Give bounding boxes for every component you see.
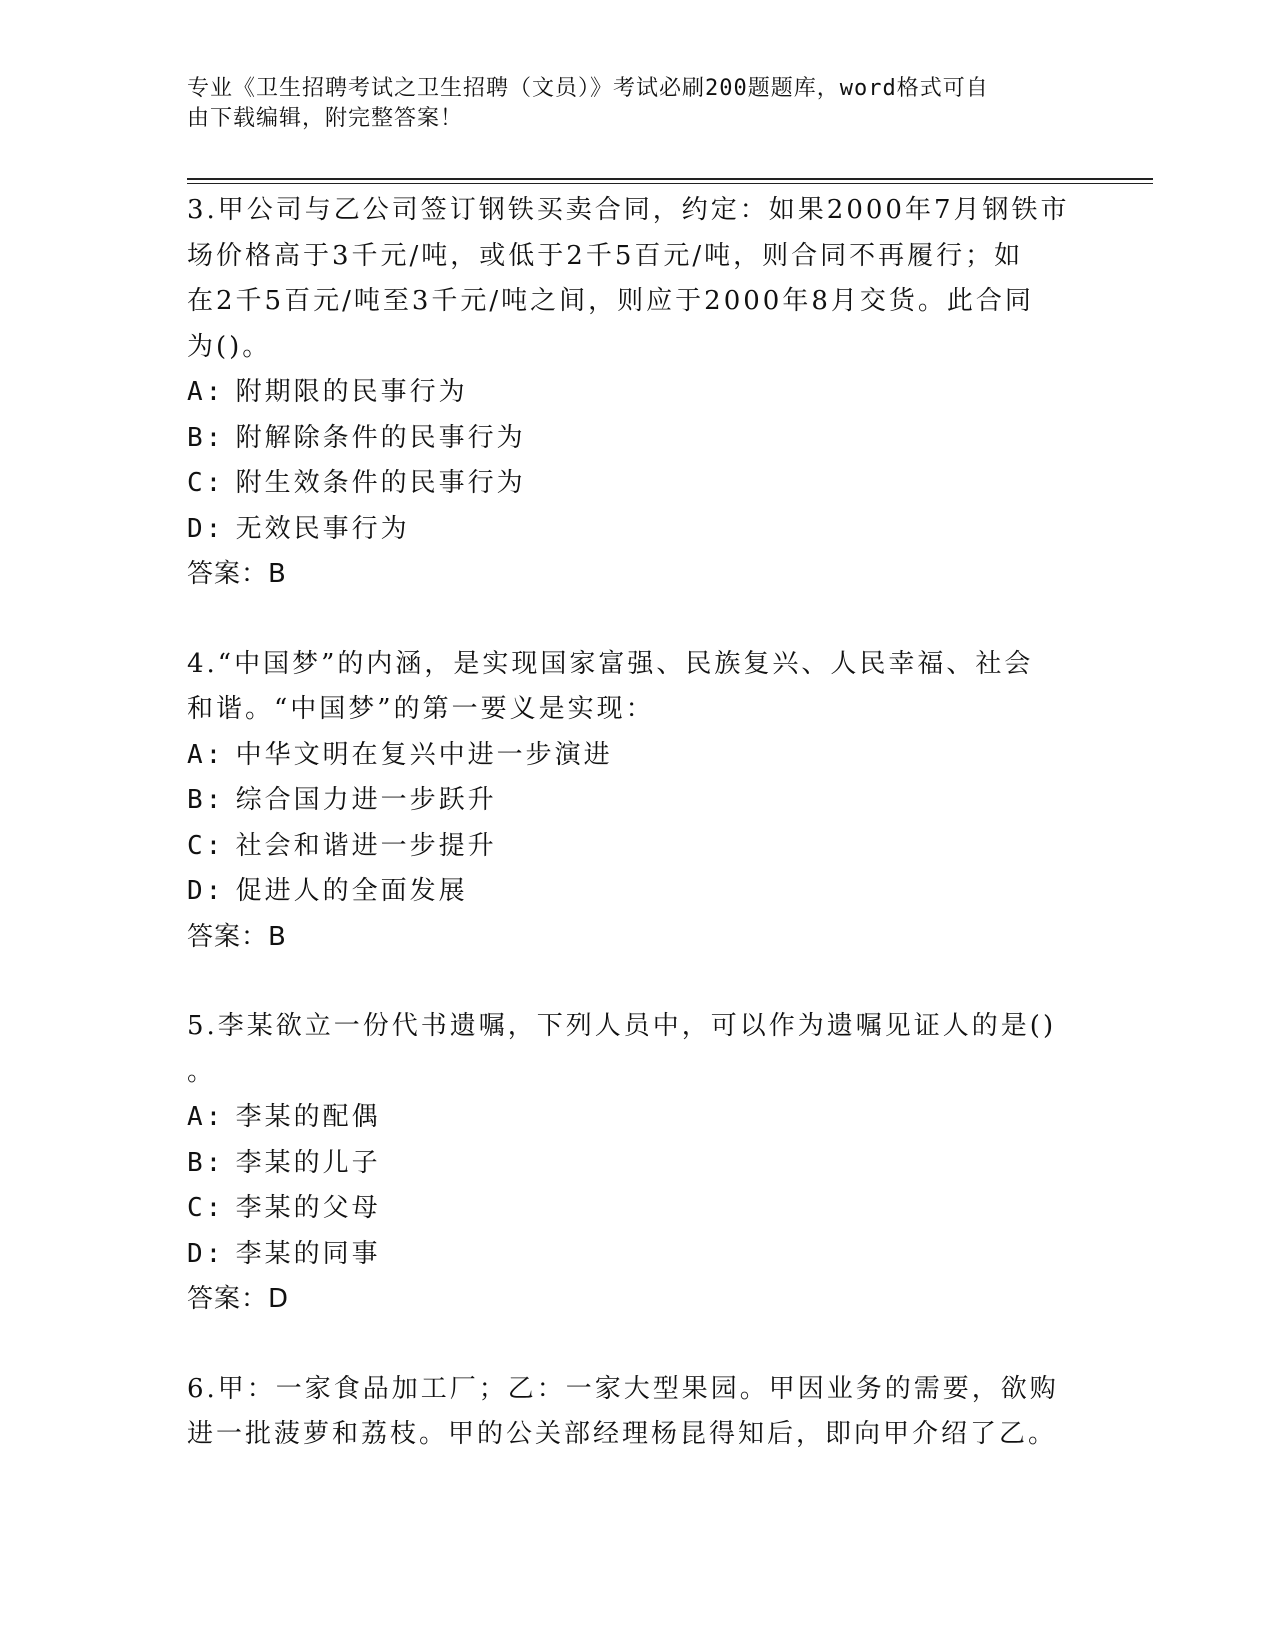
option-text: 附解除条件的民事行为 [235, 422, 526, 453]
question-stem-line: 和谐。“中国梦”的第一要义是实现： [187, 694, 655, 724]
option-key: D: [187, 876, 225, 906]
header-line-1: 专业《卫生招聘考试之卫生招聘（文员）》考试必刷200题题库，word格式可自 [187, 76, 989, 101]
answer-line: 答案：B [187, 559, 287, 589]
option-text: 附生效条件的民事行为 [235, 468, 526, 498]
answer-line: 答案：D [187, 1284, 290, 1314]
option-key: B: [187, 1147, 225, 1178]
option-key: B: [187, 785, 225, 815]
answer-line: 答案：B [187, 921, 287, 952]
option-text: 李某的儿子 [235, 1147, 381, 1178]
option-key: C: [187, 468, 225, 498]
question-stem-line: 场价格高于3千元/吨，或低于2千5百元/吨，则合同不再履行；如 [187, 240, 1024, 271]
question-item [187, 188, 1087, 598]
question-item [187, 1004, 1087, 1323]
answer-option [187, 370, 1087, 416]
question-stem-line: 4.“中国梦”的内涵，是实现国家富强、民族复兴、人民幸福、社会 [187, 648, 1034, 679]
option-key: C: [187, 830, 225, 861]
answer-option [187, 1232, 1087, 1278]
header-divider-thick [187, 178, 1153, 180]
option-key: C: [187, 1193, 225, 1223]
option-text: 李某的父母 [235, 1193, 381, 1223]
answer-option [187, 461, 1087, 507]
option-key: A: [187, 739, 225, 770]
option-text: 李某的同事 [235, 1238, 381, 1269]
answer-option [187, 778, 1087, 824]
option-key: A: [187, 377, 225, 407]
answer-option [187, 869, 1087, 915]
header-line-2: 由下载编辑，附完整答案！ [187, 106, 464, 131]
question-item [187, 642, 1087, 961]
question-stem-line: 5.李某欲立一份代书遗嘱，下列人员中，可以作为遗嘱见证人的是() [187, 1011, 1057, 1041]
option-key: D: [187, 1238, 225, 1269]
option-text: 促进人的全面发展 [235, 876, 468, 906]
option-text: 附期限的民事行为 [235, 377, 468, 407]
option-text: 中华文明在复兴中进一步演进 [235, 739, 613, 770]
option-key: D: [187, 513, 225, 544]
option-text: 李某的配偶 [235, 1102, 381, 1132]
question-stem-line: 6.甲：一家食品加工厂；乙：一家大型果园。甲因业务的需要，欲购 [187, 1373, 1059, 1404]
option-key: A: [187, 1102, 225, 1132]
answer-option [187, 824, 1087, 870]
document-header [187, 74, 1067, 134]
question-list [187, 188, 1087, 1502]
option-key: B: [187, 422, 225, 453]
option-text: 社会和谐进一步提升 [235, 830, 497, 861]
option-text: 无效民事行为 [235, 513, 410, 544]
question-stem-line: 在2千5百元/吨至3千元/吨之间，则应于2000年8月交货。此合同 [187, 286, 1034, 316]
question-stem-line: 。 [187, 1056, 217, 1087]
question-stem-line: 进一批菠萝和荔枝。甲的公关部经理杨昆得知后，即向甲介绍了乙。 [187, 1419, 1058, 1449]
answer-option [187, 507, 1087, 553]
option-text: 综合国力进一步跃升 [235, 785, 497, 815]
question-item [187, 1367, 1087, 1458]
answer-option [187, 733, 1087, 779]
answer-option [187, 1095, 1087, 1141]
question-stem-line: 3.甲公司与乙公司签订钢铁买卖合同，约定：如果2000年7月钢铁市 [187, 195, 1070, 225]
header-divider-thin [187, 183, 1153, 184]
question-stem-line: 为()。 [187, 331, 272, 362]
answer-option [187, 1186, 1087, 1232]
answer-option [187, 416, 1087, 462]
answer-option [187, 1141, 1087, 1187]
